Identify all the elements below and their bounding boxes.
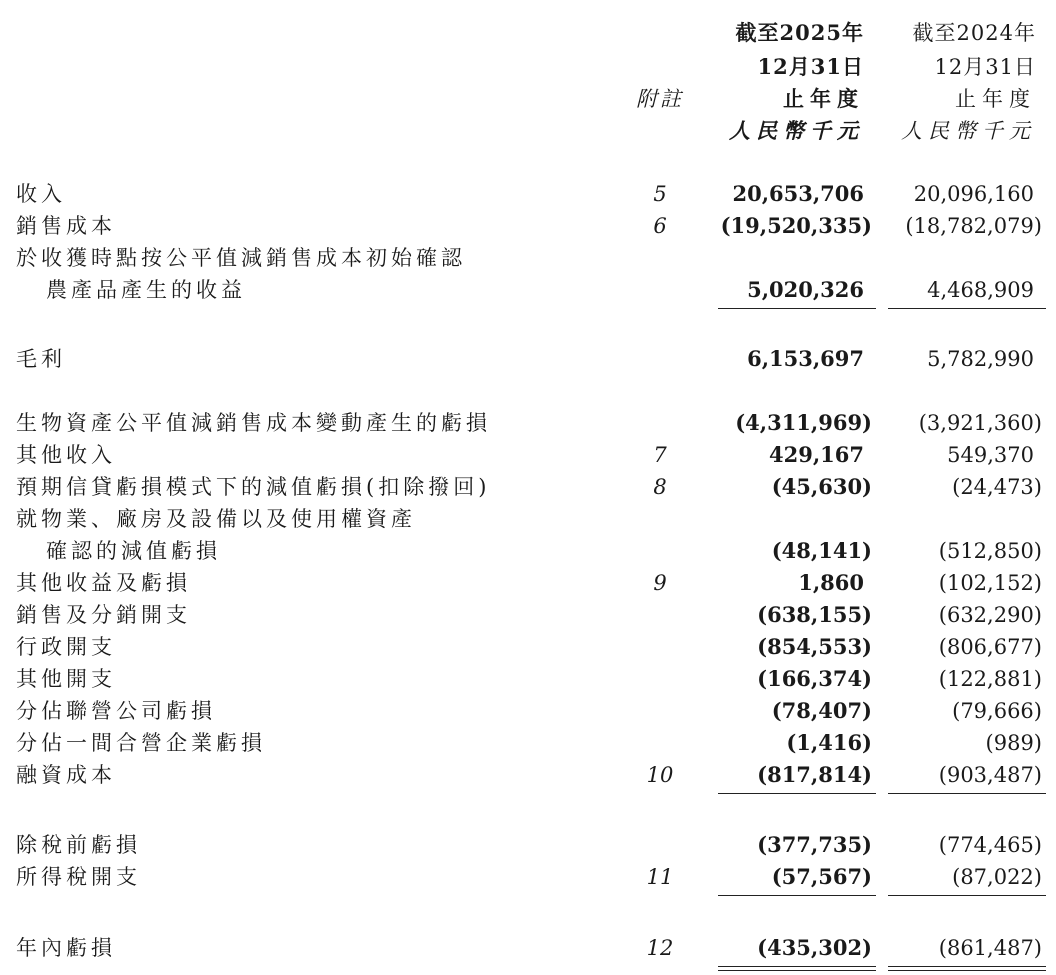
row-other-expenses	[0, 663, 1056, 695]
value-2025: (45,630)	[771, 474, 872, 499]
row-label: 收入	[16, 182, 66, 206]
row-loss-before-tax	[0, 829, 1056, 861]
value-2024: (512,850)	[938, 539, 1042, 563]
row-label: 毛利	[16, 347, 66, 371]
col-2024-header-line-1: 截至2024年	[912, 21, 1036, 45]
total-double-rule-2024-top	[888, 966, 1046, 967]
value-2025: (19,520,335)	[720, 213, 872, 238]
row-note: 11	[646, 865, 674, 889]
row-income-tax	[0, 861, 1056, 893]
col-2024-header-line-2: 12月31日	[934, 55, 1036, 79]
row-share-joint-venture	[0, 727, 1056, 759]
value-2024: (122,881)	[938, 667, 1042, 691]
row-label: 其他收入	[16, 443, 116, 467]
row-ppe-impairment	[0, 535, 1056, 567]
row-selling-distribution	[0, 599, 1056, 631]
value-2025: (1,416)	[786, 730, 872, 755]
col-2025-header-line-2: 12月31日	[757, 54, 864, 79]
value-2024: 5,782,990	[927, 347, 1034, 371]
row-label: 銷售成本	[16, 214, 116, 238]
value-2025: 20,653,706	[732, 181, 864, 206]
value-2025: (4,311,969)	[735, 410, 872, 435]
value-2024: (774,465)	[938, 833, 1042, 857]
row-label: 融資成本	[16, 763, 116, 787]
value-2024: (632,290)	[938, 603, 1042, 627]
row-ecl-impairment	[0, 471, 1056, 503]
row-label: 確認的減值虧損	[46, 539, 221, 563]
value-2024: (102,152)	[938, 571, 1042, 595]
row-label: 預期信貸虧損模式下的減值虧損(扣除撥回)	[16, 475, 491, 499]
row-label: 生物資產公平值減銷售成本變動產生的虧損	[16, 411, 491, 435]
row-label: 除稅前虧損	[16, 833, 141, 857]
row-label: 其他收益及虧損	[16, 571, 191, 595]
value-2025: (638,155)	[757, 602, 872, 627]
col-2024-header-line-4: 人民幣千元	[901, 119, 1036, 143]
value-2024: (18,782,079)	[905, 214, 1042, 238]
row-note: 8	[653, 475, 667, 499]
subtotal-rule-2025	[718, 793, 876, 794]
row-note: 6	[653, 214, 667, 238]
value-2024: (903,487)	[938, 763, 1042, 787]
row-ppe-impairment-line-1	[0, 503, 1056, 535]
row-label: 分佔一間合營企業虧損	[16, 731, 266, 755]
subtotal-rule-2024	[888, 895, 1046, 896]
subtotal-rule-2025	[718, 308, 876, 309]
row-note: 7	[653, 443, 667, 467]
total-double-rule-2025-top	[718, 966, 876, 967]
row-cost-of-sales	[0, 210, 1056, 242]
value-2025: 6,153,697	[747, 346, 864, 371]
row-other-income	[0, 439, 1056, 471]
value-2025: (377,735)	[757, 832, 872, 857]
value-2024: (87,022)	[952, 865, 1042, 889]
row-gross-profit	[0, 343, 1056, 375]
row-bio-assets-loss	[0, 407, 1056, 439]
value-2025: (166,374)	[757, 666, 872, 691]
subtotal-rule-2024	[888, 793, 1046, 794]
row-label: 行政開支	[16, 635, 116, 659]
value-2025: (817,814)	[757, 762, 872, 787]
total-double-rule-2024-bottom	[888, 970, 1046, 971]
row-label: 就物業、廠房及設備以及使用權資產	[16, 507, 416, 531]
col-2024-header-line-3: 止年度	[955, 87, 1036, 111]
row-note: 9	[653, 571, 667, 595]
row-label: 於收獲時點按公平值減銷售成本初始確認	[16, 246, 466, 270]
col-2025-header-line-4: 人民幣千元	[729, 118, 864, 143]
col-2025-header-line-3: 止年度	[783, 86, 864, 111]
row-label: 農產品產生的收益	[46, 278, 246, 302]
subtotal-rule-2025	[718, 895, 876, 896]
value-2024: 20,096,160	[913, 182, 1034, 206]
row-revenue	[0, 178, 1056, 210]
value-2024: 4,468,909	[927, 278, 1034, 302]
value-2024: (24,473)	[952, 475, 1042, 499]
value-2024: (861,487)	[938, 936, 1042, 960]
value-2024: (3,921,360)	[918, 411, 1042, 435]
value-2024: (79,666)	[952, 699, 1042, 723]
value-2025: (48,141)	[771, 538, 872, 563]
row-other-gains-losses	[0, 567, 1056, 599]
value-2025: (78,407)	[771, 698, 872, 723]
row-note: 10	[646, 763, 674, 787]
value-2025: 5,020,326	[747, 277, 864, 302]
row-loss-for-year	[0, 932, 1056, 964]
value-2025: 1,860	[798, 570, 864, 595]
value-2025: 429,167	[769, 442, 864, 467]
value-2024: 549,370	[947, 443, 1034, 467]
row-share-associates	[0, 695, 1056, 727]
value-2024: (989)	[985, 731, 1042, 755]
row-label: 銷售及分銷開支	[16, 603, 191, 627]
row-note: 5	[653, 182, 667, 206]
row-note: 12	[646, 936, 674, 960]
value-2025: (57,567)	[771, 864, 872, 889]
value-2025: (435,302)	[757, 935, 872, 960]
row-label: 年內虧損	[16, 936, 116, 960]
row-label: 其他開支	[16, 667, 116, 691]
total-double-rule-2025-bottom	[718, 970, 876, 971]
row-agri-gain-line-1	[0, 242, 1056, 274]
row-admin-expenses	[0, 631, 1056, 663]
value-2024: (806,677)	[938, 635, 1042, 659]
note-column-header: 附註	[636, 87, 684, 111]
row-finance-costs	[0, 759, 1056, 791]
subtotal-rule-2024	[888, 308, 1046, 309]
row-label: 分佔聯營公司虧損	[16, 699, 216, 723]
row-label: 所得稅開支	[16, 865, 141, 889]
col-2025-header-line-1: 截至2025年	[735, 20, 864, 45]
row-agri-gain	[0, 274, 1056, 306]
value-2025: (854,553)	[757, 634, 872, 659]
